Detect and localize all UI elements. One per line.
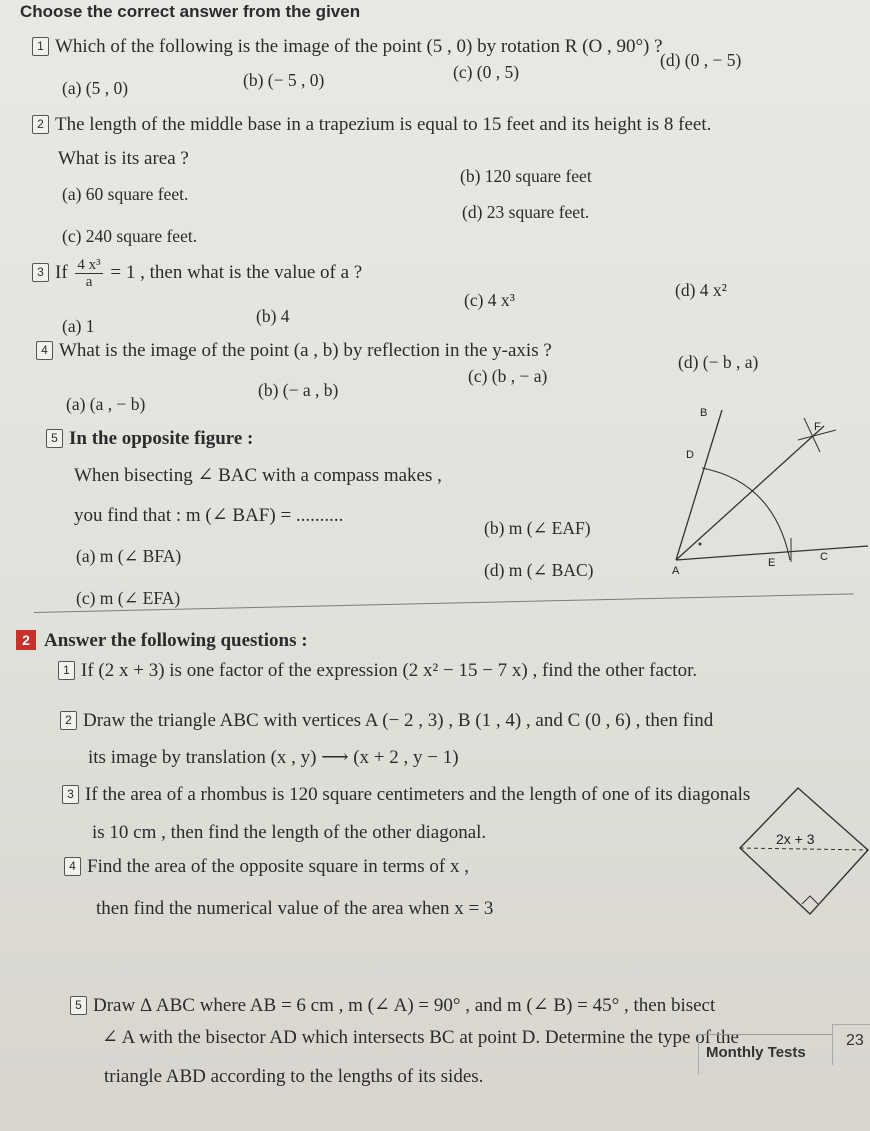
square-shape [740,788,868,914]
question-number: 3 [62,785,79,804]
fraction [75,257,102,290]
question-text: Find the area of the opposite square in terms of x , [87,856,470,877]
question-1 [32,36,663,58]
if-text: If [55,261,68,283]
question-text: Draw the triangle ABC with vertices A (− 2 , 3) , B (1 , 4) , and C (0 , 6) , then find [83,710,714,731]
ray-AF [676,426,824,560]
p2-question-1 [58,660,697,682]
question-4 [36,340,552,362]
p2-question-2 [60,710,713,732]
question-title: In the opposite figure : [69,428,254,449]
footer-label: Monthly Tests [706,1044,806,1061]
option-c: (c) (b , − a) [468,366,548,386]
question-number: 1 [58,661,75,680]
question-3 [32,257,362,290]
section-header: Choose the correct answer from the given [20,2,361,21]
square-diagonal [740,848,868,850]
label-B: B [700,407,708,419]
option-a: (a) (5 , 0) [62,78,129,98]
option-b: (b) 120 square feet [460,166,592,186]
question-number: 5 [46,429,63,448]
question-text: What is the image of the point (a , b) by reflection in the y-axis ? [59,340,552,361]
question-text: If (2 x + 3) is one factor of the expression (2 x² − 15 − 7 x) , find the other factor. [81,660,698,681]
equals-text: = 1 [110,261,136,283]
point-D-dot [699,543,702,546]
question-text: When bisecting ∠ BAC with a compass makes , [74,465,442,486]
right-angle-mark [802,896,818,904]
question-text-cont: you find that : m (∠ BAF) = .......... [74,505,344,526]
question-number: 2 [32,115,49,134]
part-2-title [16,630,308,652]
option-b: (b) 4 [256,306,290,326]
question-text-cont-2: triangle ABD according to the lengths of its sides. [104,1066,484,1087]
option-c: (c) (0 , 5) [453,62,520,82]
fraction-numerator: 4 x³ [77,257,101,273]
fraction-denominator: a [85,274,93,290]
option-b: (b) (− a , b) [258,380,339,400]
question-text-cont: What is its area ? [58,148,189,169]
option-b: (b) m (∠ EAF) [484,518,591,538]
label-D: D [686,449,694,461]
question-5-title [46,428,253,450]
option-d: (d) m (∠ BAC) [484,560,594,580]
label-F: F [814,421,821,433]
question-text-cont: is 10 cm , then find the length of the other diagonal. [92,822,487,843]
angle-bisector-figure [664,390,870,586]
p2-question-5 [70,994,715,1017]
option-a: (a) 1 [62,316,95,336]
ray-AB [676,410,722,560]
question-number: 4 [36,341,53,360]
page-number: 23 [846,1032,864,1049]
option-a: (a) m (∠ BFA) [76,546,182,566]
question-number: 2 [60,711,77,730]
question-number: 4 [64,857,81,876]
square-side-label: 2x + 3 [776,831,815,847]
label-C: C [820,551,828,563]
option-b: (b) (− 5 , 0) [243,70,325,90]
option-a: (a) 60 square feet. [62,184,189,204]
option-c: (c) 240 square feet. [62,226,198,246]
question-text: Which of the following is the image of the point (5 , 0) by rotation R (O , 90°) ? [55,36,663,57]
option-a: (a) (a , − b) [66,394,146,414]
question-number: 3 [32,263,49,282]
option-d: (d) (0 , − 5) [660,50,742,70]
option-d: (d) 4 x² [675,280,727,300]
option-d: (d) (− b , a) [678,352,759,372]
square-figure [736,784,870,920]
question-text-cont: then find the numerical value of the area when x = 3 [96,898,494,919]
part-2-heading: Answer the following questions : [44,630,308,651]
question-text: , then what is the value of a ? [140,261,363,283]
label-A: A [672,565,680,577]
question-text: The length of the middle base in a trapezium is equal to 15 feet and its height is 8 feet. [55,114,712,135]
question-2 [32,114,711,136]
question-number: 1 [32,37,49,56]
label-E: E [768,557,776,569]
question-text: If the area of a rhombus is 120 square centimeters and the length of one of its diagonals [85,784,751,805]
p2-question-3 [62,784,750,806]
option-c: (c) 4 x³ [464,290,515,310]
question-number: 5 [70,996,87,1015]
compass-arc [702,468,790,560]
question-text-cont: its image by translation (x , y) ⟶ (x + 2 , y − 1) [88,747,459,768]
p2-question-4 [64,856,469,878]
question-text-cont: ∠ A with the bisector AD which intersects BC at point D. Determine the type of the [102,1027,739,1048]
option-d: (d) 23 square feet. [462,202,590,222]
option-c: (c) m (∠ EFA) [76,588,181,608]
question-text: Draw Δ ABC where AB = 6 cm , m (∠ A) = 90° , and m (∠ B) = 45° , then bisect [93,995,716,1016]
section-number-badge: 2 [16,630,36,650]
